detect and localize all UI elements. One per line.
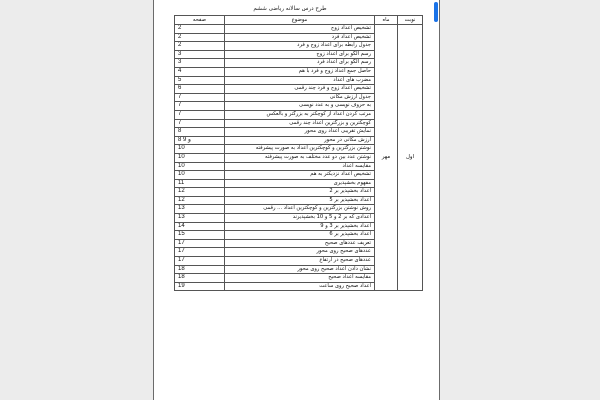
- topic-cell: رسم الگو برای اعداد زوج: [225, 50, 375, 59]
- topic-cell: نمایش تقریبی اعداد روی محور: [225, 128, 375, 137]
- page-cell: 10: [175, 162, 225, 171]
- topic-cell: مرتب کردن اعداد از کوچکتر به بزرگتر و بالعکس: [225, 110, 375, 119]
- topic-cell: مفهوم بخشپذیری: [225, 179, 375, 188]
- topic-cell: مضرب های اعداد: [225, 76, 375, 85]
- topic-cell: مقایسه اعداد: [225, 162, 375, 171]
- topic-cell: اعداد بخشپذیر بر 3 و 9: [225, 222, 375, 231]
- header-topic: موضوع: [225, 16, 375, 25]
- term-cell: اول: [398, 25, 423, 291]
- topic-cell: اعداد بخشپذیر بر 6: [225, 231, 375, 240]
- document-title: طرح درس سالانه ریاضی ششم: [253, 6, 327, 12]
- topic-cell: تعریف عددهای صحیح: [225, 239, 375, 248]
- page-cell: 7: [175, 102, 225, 111]
- page-cell: 13: [175, 205, 225, 214]
- page-cell: 10: [175, 153, 225, 162]
- page-cell: 19: [175, 282, 225, 291]
- page-cell: 2: [175, 42, 225, 51]
- topic-cell: به حروف نویسی و به عدد نویسی: [225, 102, 375, 111]
- table-body: [175, 25, 423, 291]
- table-header-row: [175, 16, 423, 25]
- page-cell: 14: [175, 222, 225, 231]
- scrollbar-thumb[interactable]: [434, 2, 438, 22]
- page-cell: 7: [175, 119, 225, 128]
- topic-cell: رسم الگو برای اعداد فرد: [225, 59, 375, 68]
- page-cell: 7: [175, 93, 225, 102]
- topic-cell: اعدادی که بر 2 و 5 و 10 بخشپذیرند: [225, 214, 375, 223]
- page-cell: 15: [175, 231, 225, 240]
- page-cell: 3: [175, 50, 225, 59]
- page-cell: 2: [175, 33, 225, 42]
- topic-cell: اعداد بخشپذیر بر 2: [225, 188, 375, 197]
- topic-cell: روش نوشتن بزرگترین و کوچکترین اعداد ... رقمی: [225, 205, 375, 214]
- page-cell: 3: [175, 59, 225, 68]
- page-cell: 5: [175, 76, 225, 85]
- page-cell: 2: [175, 25, 225, 34]
- topic-cell: نشان دادن اعداد صحیح روی محور: [225, 265, 375, 274]
- topic-cell: جدول ارزش مکانی: [225, 93, 375, 102]
- topic-cell: تشخیص اعداد فرد: [225, 33, 375, 42]
- topic-cell: نوشتن عدد بین دو عدد مختلف به صورت پیشرفته: [225, 153, 375, 162]
- page-cell: 18: [175, 265, 225, 274]
- page-cell: 8: [175, 128, 225, 137]
- topic-cell: عددهای صحیح در ارتفاع: [225, 257, 375, 266]
- page-cell: 17: [175, 248, 225, 257]
- topic-cell: عددهای صحیح روی محور: [225, 248, 375, 257]
- topic-cell: جدول رابطه برای اعداد زوج و فرد: [225, 42, 375, 51]
- header-month: ماه: [375, 16, 398, 25]
- topic-cell: حاصل جمع اعداد زوج و فرد با هم: [225, 67, 375, 76]
- month-cell: مهر: [375, 25, 398, 291]
- topic-cell: اعداد بخشپذیر بر 5: [225, 196, 375, 205]
- page-cell: 7: [175, 110, 225, 119]
- page-cell: 6: [175, 85, 225, 94]
- page-cell: 13: [175, 214, 225, 223]
- page-cell: 18: [175, 274, 225, 283]
- page-cell: 12: [175, 188, 225, 197]
- header-term: نوبت: [398, 16, 423, 25]
- page-cell: 17: [175, 257, 225, 266]
- page-cell: 10: [175, 145, 225, 154]
- topic-cell: تشخیص اعداد نزدیکتر به هم: [225, 171, 375, 180]
- page-cell: 8 و 9: [175, 136, 225, 145]
- topic-cell: مقایسه اعداد صحیح: [225, 274, 375, 283]
- page-cell: 10: [175, 171, 225, 180]
- page-cell: 12: [175, 196, 225, 205]
- topic-cell: تشخیص اعداد زوج و فرد چند رقمی: [225, 85, 375, 94]
- topic-cell: ارزش مکانی در محور: [225, 136, 375, 145]
- topic-cell: کوچکترین و بزرگترین اعداد چند رقمی: [225, 119, 375, 128]
- lesson-plan-table: [174, 15, 423, 291]
- table-row: [175, 25, 423, 34]
- page-cell: 11: [175, 179, 225, 188]
- topic-cell: نوشتن بزرگترین و کوچکترین اعداد به صورت پیشرفته: [225, 145, 375, 154]
- page-cell: 17: [175, 239, 225, 248]
- page-cell: 4: [175, 67, 225, 76]
- header-page: صفحه: [175, 16, 225, 25]
- topic-cell: تشخیص اعداد زوج: [225, 25, 375, 34]
- topic-cell: اعداد صحیح روی ساعت: [225, 282, 375, 291]
